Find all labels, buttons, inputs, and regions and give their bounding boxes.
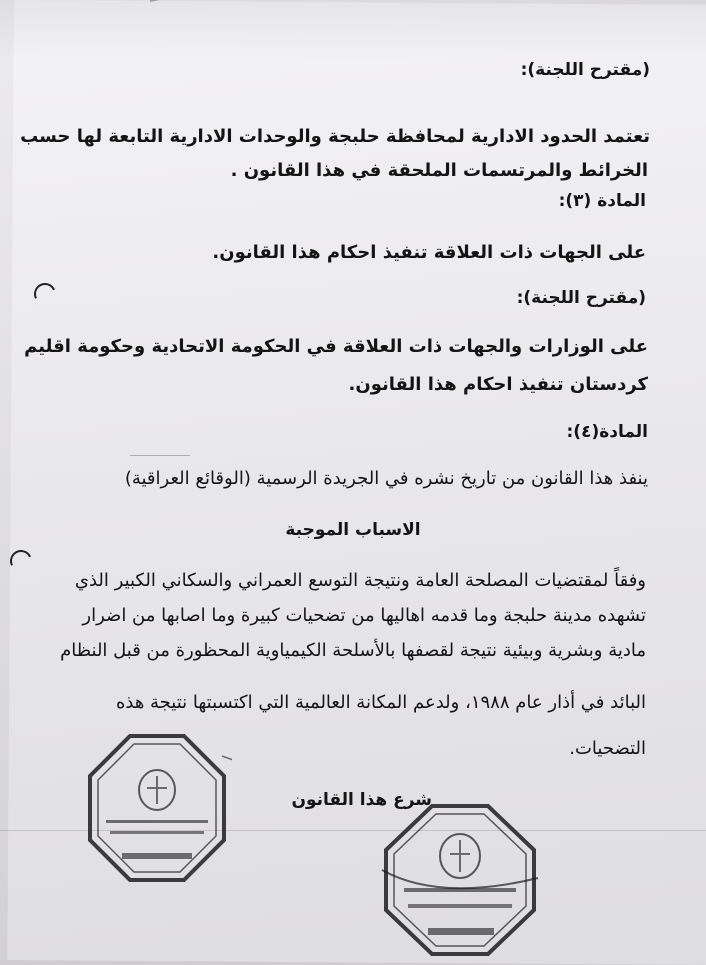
paragraph-line: مادية وبشرية وبيئية نتيجة لقصفها بالأسلحة الكيمياوية المحظورة من قبل النظام [60, 640, 646, 661]
underline-mark [130, 455, 190, 456]
stamp-left [82, 728, 232, 888]
article-heading: المادة(٤): [566, 422, 648, 442]
body-line: على الوزارات والجهات ذات العلاقة في الحكومة الاتحادية وحكومة اقليم [24, 336, 648, 357]
paragraph-line: التضحيات. [569, 738, 646, 759]
paragraph-line: وفقاً لمقتضيات المصلحة العامة ونتيجة التوسع العمراني والسكاني الكبير الذي [74, 570, 646, 591]
body-line: الخرائط والمرتسمات الملحقة في هذا القانون . [230, 160, 648, 181]
body-line: ينفذ هذا القانون من تاريخ نشره في الجريدة الرسمية (الوقائع العراقية) [124, 468, 648, 489]
committee-proposal-heading: (مقترح اللجنة): [516, 288, 646, 308]
paragraph-line: تشهده مدينة حلبجة وما قدمه اهاليها من تضحيات كبيرة وما اصابها من اضرار [82, 605, 646, 626]
top-shadow [0, 0, 706, 60]
body-line: على الجهات ذات العلاقة تنفيذ احكام هذا القانون. [212, 242, 646, 263]
stamp-right [378, 800, 542, 958]
body-line: كردستان تنفيذ احكام هذا القانون. [348, 374, 648, 395]
article-heading: المادة (٣): [558, 191, 646, 211]
closing-line: شرع هذا القانون [291, 790, 432, 810]
paragraph-line: البائد في أذار عام ١٩٨٨، ولدعم المكانة العالمية التي اكتسبتها نتيجة هذه [115, 692, 646, 713]
committee-proposal-heading: (مقترح اللجنة): [520, 60, 650, 80]
body-line: تعتمد الحدود الادارية لمحافظة حلبجة والوحدات الادارية التابعة لها حسب [20, 126, 650, 147]
reasons-heading: الاسباب الموجبة [285, 520, 421, 540]
